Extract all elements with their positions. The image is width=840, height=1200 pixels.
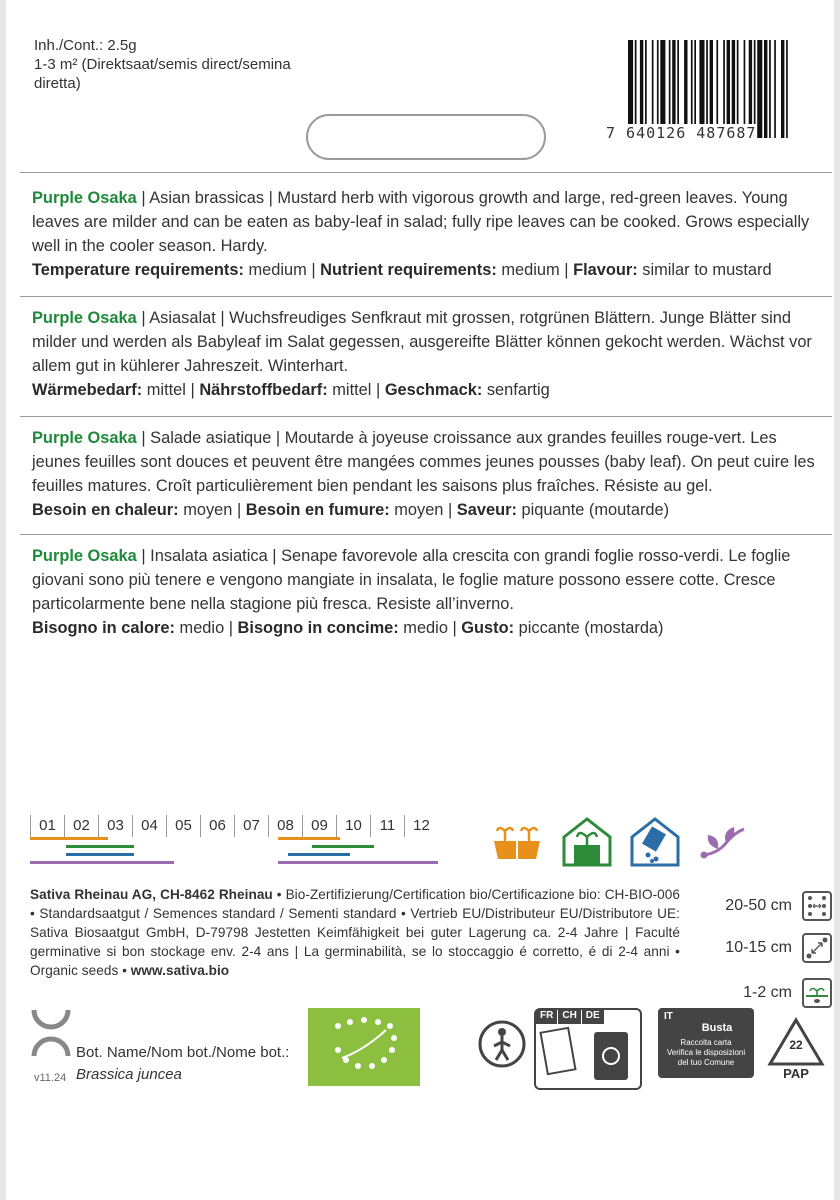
variety-description: Wuchsfreudiges Senfkraut mit grossen, rotgrünen Blättern. Junge Blätter sind milder und werden als Babyleaf im Salat gegessen, ausgereifte Blätter können gekocht werden. Wächst vor allem gut in kühlerer Jahreszeit. Winterhart.	[32, 309, 812, 375]
separator: |	[271, 429, 285, 447]
month-label: 10	[336, 815, 370, 837]
separator: |	[215, 309, 230, 327]
row-spacing	[682, 889, 832, 923]
busta-text-2: Verifica le disposizioni	[666, 1048, 746, 1057]
divider	[20, 172, 832, 173]
variety-description: Senape favorevole alla crescita con grandi foglie rosso-verdi. Le foglie giovani sono più tenere e vengono mangiate in insalata, le foglie mature possono essere cotte. Cresce particolarmente bene nella stagione più fresca. Resiste all’inverno.	[32, 547, 791, 613]
sow-direct-icon	[628, 815, 682, 869]
month-label: 11	[370, 815, 404, 837]
divider	[20, 534, 832, 535]
busta-text-1: Raccolta carta	[680, 1038, 732, 1047]
harvest-icon	[696, 815, 750, 869]
req-label: Besoin en fumure:	[245, 501, 390, 519]
sowing-bar-green-1	[66, 845, 134, 848]
calendar-bars	[30, 837, 442, 867]
month-label: 02	[64, 815, 98, 837]
req-value: moyen |	[389, 501, 457, 519]
contents-info	[34, 36, 294, 93]
req-value: medium |	[496, 261, 574, 279]
pap-recycle-symbol	[766, 1016, 826, 1086]
country-de: DE	[582, 1010, 604, 1024]
req-value: piccante (mostarda)	[514, 619, 664, 637]
month-label: 03	[98, 815, 132, 837]
req-label: Nährstoffbedarf:	[199, 381, 328, 399]
req-label: Temperature requirements:	[32, 261, 244, 279]
block-french	[20, 426, 832, 522]
sowing-bar-blue-1	[66, 853, 134, 856]
hang-hole	[306, 114, 546, 160]
country-ch: CH	[558, 1010, 580, 1024]
harvest-bar-purple-2	[278, 861, 438, 864]
sow-in-trays-icon	[490, 815, 544, 869]
req-value: mittel |	[327, 381, 385, 399]
pap-number: 22	[789, 1038, 803, 1052]
contents-area: 1-3 m² (Direktsaat/semis direct/semina diretta)	[34, 56, 291, 92]
separator: |	[136, 429, 151, 447]
month-label: 07	[234, 815, 268, 837]
country-it: IT	[664, 1011, 673, 1022]
busta-label: Busta	[701, 1022, 733, 1034]
variety-name: Purple Osaka	[32, 429, 137, 447]
pap-label: PAP	[783, 1066, 809, 1081]
req-label: Geschmack:	[384, 381, 483, 399]
month-label: 12	[404, 815, 438, 837]
certification-text: • Bio-Zertifizierung/Certification bio/Certificazione bio: CH-BIO-006 • Standardsaatgut / Semences standard / Sementi standard • Vertrieb EU/Distributeur EU/Distributore UE: Sativa Biosaatgut GmbH, D-79798 Jestetten Keimfähigkeit bei guter Lagerung ca. 2-4 Jahre | Faculté germinative si bon stockage env. 2-4 ans | La germinabilità, se lo stoccaggio é corretto, é di 2-4 anni • Organic seeds •	[30, 887, 680, 978]
req-label: Gusto:	[461, 619, 515, 637]
month-label: 05	[166, 815, 200, 837]
req-label: Besoin en chaleur:	[32, 501, 179, 519]
sowing-calendar	[30, 815, 442, 867]
country-fr: FR	[536, 1010, 557, 1024]
month-label: 09	[302, 815, 336, 837]
req-label: Flavour:	[573, 261, 638, 279]
greenhouse-icon	[560, 815, 614, 869]
sowing-bar-blue-2	[288, 853, 350, 856]
req-value: medio |	[398, 619, 462, 637]
plant-spacing-icon	[802, 933, 832, 963]
variety-name: Purple Osaka	[32, 189, 137, 207]
version-label: v11.24	[34, 1072, 67, 1084]
req-value: senfartig	[482, 381, 550, 399]
separator: |	[136, 309, 150, 327]
row-spacing-icon	[802, 891, 832, 921]
website-link[interactable]: www.sativa.bio	[130, 963, 230, 978]
block-english	[20, 186, 832, 282]
company-name: Sativa Rheinau AG, CH-8462 Rheinau	[30, 887, 273, 902]
sowing-depth-value: 1-2 cm	[743, 984, 792, 1001]
sowing-bar-orange-2	[278, 837, 340, 840]
busta-text-3: del tuo Comune	[677, 1058, 735, 1067]
req-value: medio |	[174, 619, 238, 637]
plant-spacing-value: 10-15 cm	[725, 939, 792, 956]
variety-name: Purple Osaka	[32, 547, 137, 565]
req-label: Wärmebedarf:	[32, 381, 143, 399]
variety-type: Insalata asiatica	[150, 547, 268, 565]
barcode-number: 7 640126 487687	[606, 124, 757, 142]
variety-type: Asiasalat	[149, 309, 216, 327]
block-german	[20, 306, 832, 402]
month-label: 01	[30, 815, 64, 837]
variety-description: Moutarde à joyeuse croissance aux grandes feuilles rouge-vert. Les jeunes feuilles sont douces et peuvent être mangées commes jeunes pousses (baby leaf). On peut cuire les feuilles matures. Croît particulièrement bien pendant les saisons plus fraîches. Résiste au gel.	[32, 429, 815, 495]
req-value: similar to mustard	[637, 261, 772, 279]
sowing-bar-orange-1	[30, 837, 108, 840]
variety-type: Asian brassicas	[149, 189, 265, 207]
req-value: medium |	[243, 261, 321, 279]
fold-hook-marks	[30, 1006, 72, 1066]
contents-weight: Inh./Cont.: 2.5g	[34, 37, 137, 54]
sowing-bar-green-2	[312, 845, 374, 848]
italian-disposal-label	[658, 1008, 754, 1078]
botanical-name: Brassica juncea	[76, 1066, 182, 1083]
separator: |	[264, 189, 278, 207]
separator: |	[267, 547, 282, 565]
triman-icon	[476, 1010, 532, 1074]
plant-spacing	[682, 931, 832, 965]
harvest-bar-purple-1	[30, 861, 174, 864]
variety-description: Mustard herb with vigorous growth and large, red-green leaves. Young leaves are milder and can be eaten as baby-leaf in salad; fully ripe leaves can be cooked. Grows especially well in the cooler season. Hardy.	[32, 189, 810, 255]
botanical-label: Bot. Name/Nom bot./Nome bot.:	[76, 1044, 290, 1061]
barcode	[606, 40, 820, 142]
row-spacing-value: 20-50 cm	[725, 897, 792, 914]
divider	[20, 296, 832, 297]
separator: |	[136, 547, 151, 565]
info-tri-box	[534, 1008, 642, 1090]
sowing-depth	[682, 976, 832, 1010]
paper-bin-icon	[536, 1024, 640, 1088]
variety-type: Salade asiatique	[150, 429, 272, 447]
block-italian	[20, 544, 832, 640]
req-label: Bisogno in concime:	[237, 619, 399, 637]
sowing-depth-icon	[802, 978, 832, 1008]
req-value: piquante (moutarde)	[516, 501, 670, 519]
month-label: 08	[268, 815, 302, 837]
eu-organic-logo	[308, 1008, 420, 1086]
req-value: mittel |	[142, 381, 200, 399]
divider	[20, 416, 832, 417]
req-label: Saveur:	[456, 501, 517, 519]
month-label: 06	[200, 815, 234, 837]
month-label: 04	[132, 815, 166, 837]
req-label: Nutrient requirements:	[320, 261, 497, 279]
req-label: Bisogno in calore:	[32, 619, 175, 637]
variety-name: Purple Osaka	[32, 309, 137, 327]
req-value: moyen |	[178, 501, 246, 519]
separator: |	[136, 189, 150, 207]
company-info	[30, 885, 680, 980]
calendar-months	[30, 815, 442, 837]
